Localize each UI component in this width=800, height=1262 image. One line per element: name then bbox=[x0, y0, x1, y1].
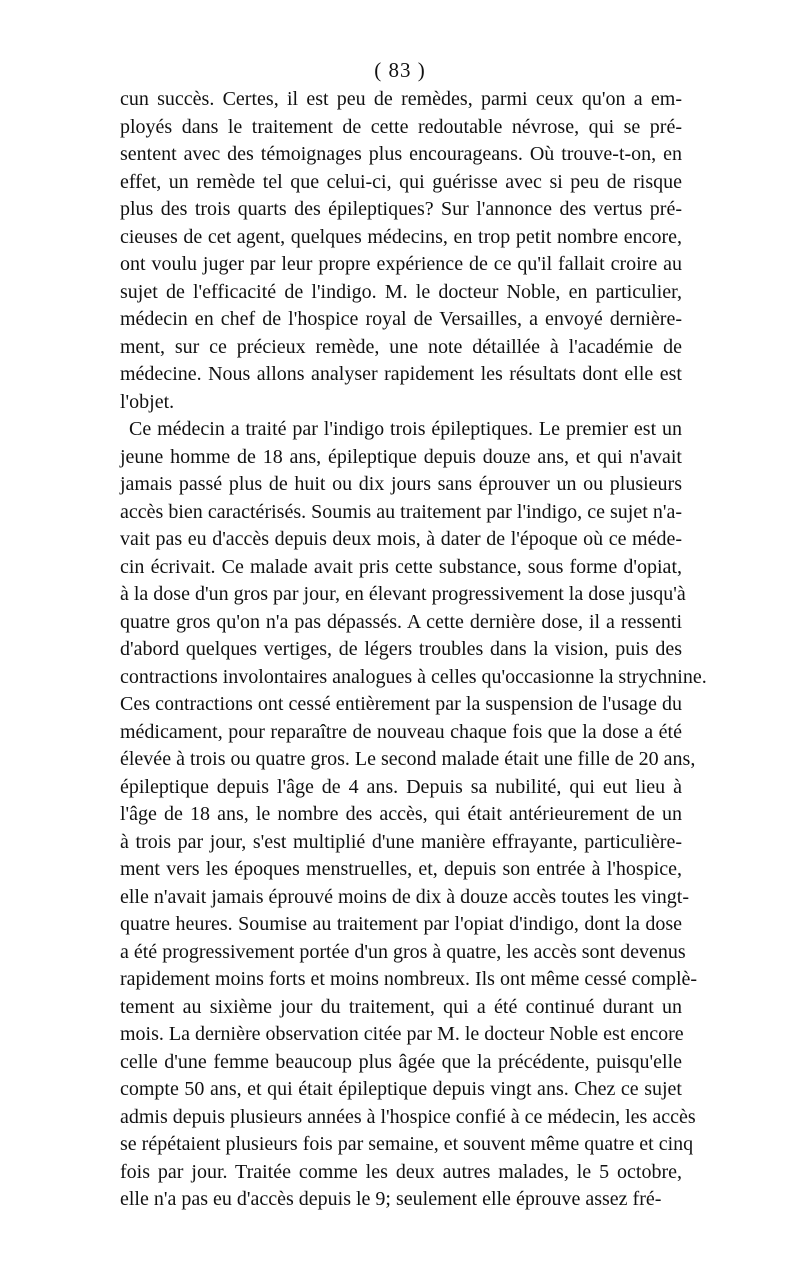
text-line: élevée à trois ou quatre gros. Le second malade était une fille de 20 ans, bbox=[120, 748, 696, 770]
text-line: plus des trois quarts des épileptiques? Sur l'annonce des vertus pré- bbox=[120, 198, 682, 220]
text-line: jamais passé plus de huit ou dix jours sans éprouver un ou plusieurs bbox=[120, 473, 682, 495]
text-line: à trois par jour, s'est multiplié d'une manière effrayante, particulière- bbox=[120, 830, 682, 853]
text-line: ment vers les époques menstruelles, et, depuis son entrée à l'hospice, bbox=[120, 858, 682, 880]
text-line: cin écrivait. Ce malade avait pris cette substance, sous forme d'opiat, bbox=[120, 555, 682, 578]
text-line: contractions involontaires analogues à celles qu'occasionne la strychnine. bbox=[120, 665, 707, 688]
text-line: compte 50 ans, et qui était épileptique depuis vingt ans. Chez ce sujet bbox=[120, 1078, 682, 1100]
text-line: cieuses de cet agent, quelques médecins, en trop petit nombre encore, bbox=[120, 225, 682, 248]
text-line: Ce médecin a traité par l'indigo trois épileptiques. Le premier est un bbox=[129, 418, 682, 440]
text-line: vait pas eu d'accès depuis deux mois, à dater de l'époque où ce méde- bbox=[120, 528, 682, 550]
page-number: ( 83 ) bbox=[374, 58, 426, 82]
text-line: sujet de l'efficacité de l'indigo. M. le docteur Noble, en particulier, bbox=[120, 280, 682, 303]
text-line: a été progressivement portée d'un gros à quatre, les accès sont devenus bbox=[120, 940, 686, 963]
text-line: celle d'une femme beaucoup plus âgée que la précédente, puisqu'elle bbox=[120, 1050, 682, 1073]
body-text bbox=[120, 86, 707, 1214]
text-line: sentent avec des témoignages plus encourageans. Où trouve-t-on, en bbox=[120, 143, 682, 165]
text-line: médecine. Nous allons analyser rapidement les résultats dont elle est bbox=[120, 363, 682, 385]
text-line: jeune homme de 18 ans, épileptique depuis douze ans, et qui n'avait bbox=[120, 445, 682, 468]
text-line: quatre gros qu'on n'a pas dépassés. A cette dernière dose, il a ressenti bbox=[120, 610, 682, 633]
text-line: rapidement moins forts et moins nombreux. Ils ont même cessé complè- bbox=[120, 968, 698, 990]
text-line: cun succès. Certes, il est peu de remèdes, parmi ceux qu'on a em- bbox=[120, 88, 682, 110]
text-line: se répétaient plusieurs fois par semaine, et souvent même quatre et cinq bbox=[120, 1133, 694, 1155]
text-line: Ces contractions ont cessé entièrement par la suspension de l'usage du bbox=[120, 693, 682, 715]
text-line: fois par jour. Traitée comme les deux autres malades, le 5 octobre, bbox=[120, 1160, 682, 1183]
text-line: l'objet. bbox=[120, 390, 175, 413]
text-line: elle n'a pas eu d'accès depuis le 9; seulement elle éprouve assez fré- bbox=[120, 1188, 662, 1210]
text-line: accès bien caractérisés. Soumis au traitement par l'indigo, ce sujet n'a- bbox=[120, 500, 682, 523]
text-line: médicament, pour reparaître de nouveau chaque fois que la dose a été bbox=[120, 720, 682, 743]
text-line: mois. La dernière observation citée par M. le docteur Noble est encore bbox=[120, 1023, 684, 1045]
text-line: ployés dans le traitement de cette redoutable névrose, qui se pré- bbox=[120, 115, 682, 138]
text-line: médecin en chef de l'hospice royal de Versailles, a envoyé dernière- bbox=[120, 308, 682, 330]
text-line: ment, sur ce précieux remède, une note détaillée à l'académie de bbox=[120, 335, 682, 358]
text-line: à la dose d'un gros par jour, en élevant progressivement la dose jusqu'à bbox=[120, 583, 686, 605]
text-line: admis depuis plusieurs années à l'hospice confié à ce médecin, les accès bbox=[120, 1105, 696, 1128]
text-line: tement au sixième jour du traitement, qui a été continué durant un bbox=[120, 995, 682, 1018]
text-line: effet, un remède tel que celui-ci, qui guérisse avec si peu de risque bbox=[120, 170, 682, 193]
text-line: l'âge de 18 ans, le nombre des accès, qui était antérieurement de un bbox=[120, 803, 682, 825]
text-line: ont voulu juger par leur propre expérience de ce qu'il fallait croire au bbox=[120, 253, 682, 275]
text-line: d'abord quelques vertiges, de légers troubles dans la vision, puis des bbox=[120, 638, 682, 660]
text-line: épileptique depuis l'âge de 4 ans. Depuis sa nubilité, qui eut lieu à bbox=[120, 775, 682, 798]
text-line: quatre heures. Soumise au traitement par l'opiat d'indigo, dont la dose bbox=[120, 913, 682, 935]
text-line: elle n'avait jamais éprouvé moins de dix à douze accès toutes les vingt- bbox=[120, 885, 689, 908]
